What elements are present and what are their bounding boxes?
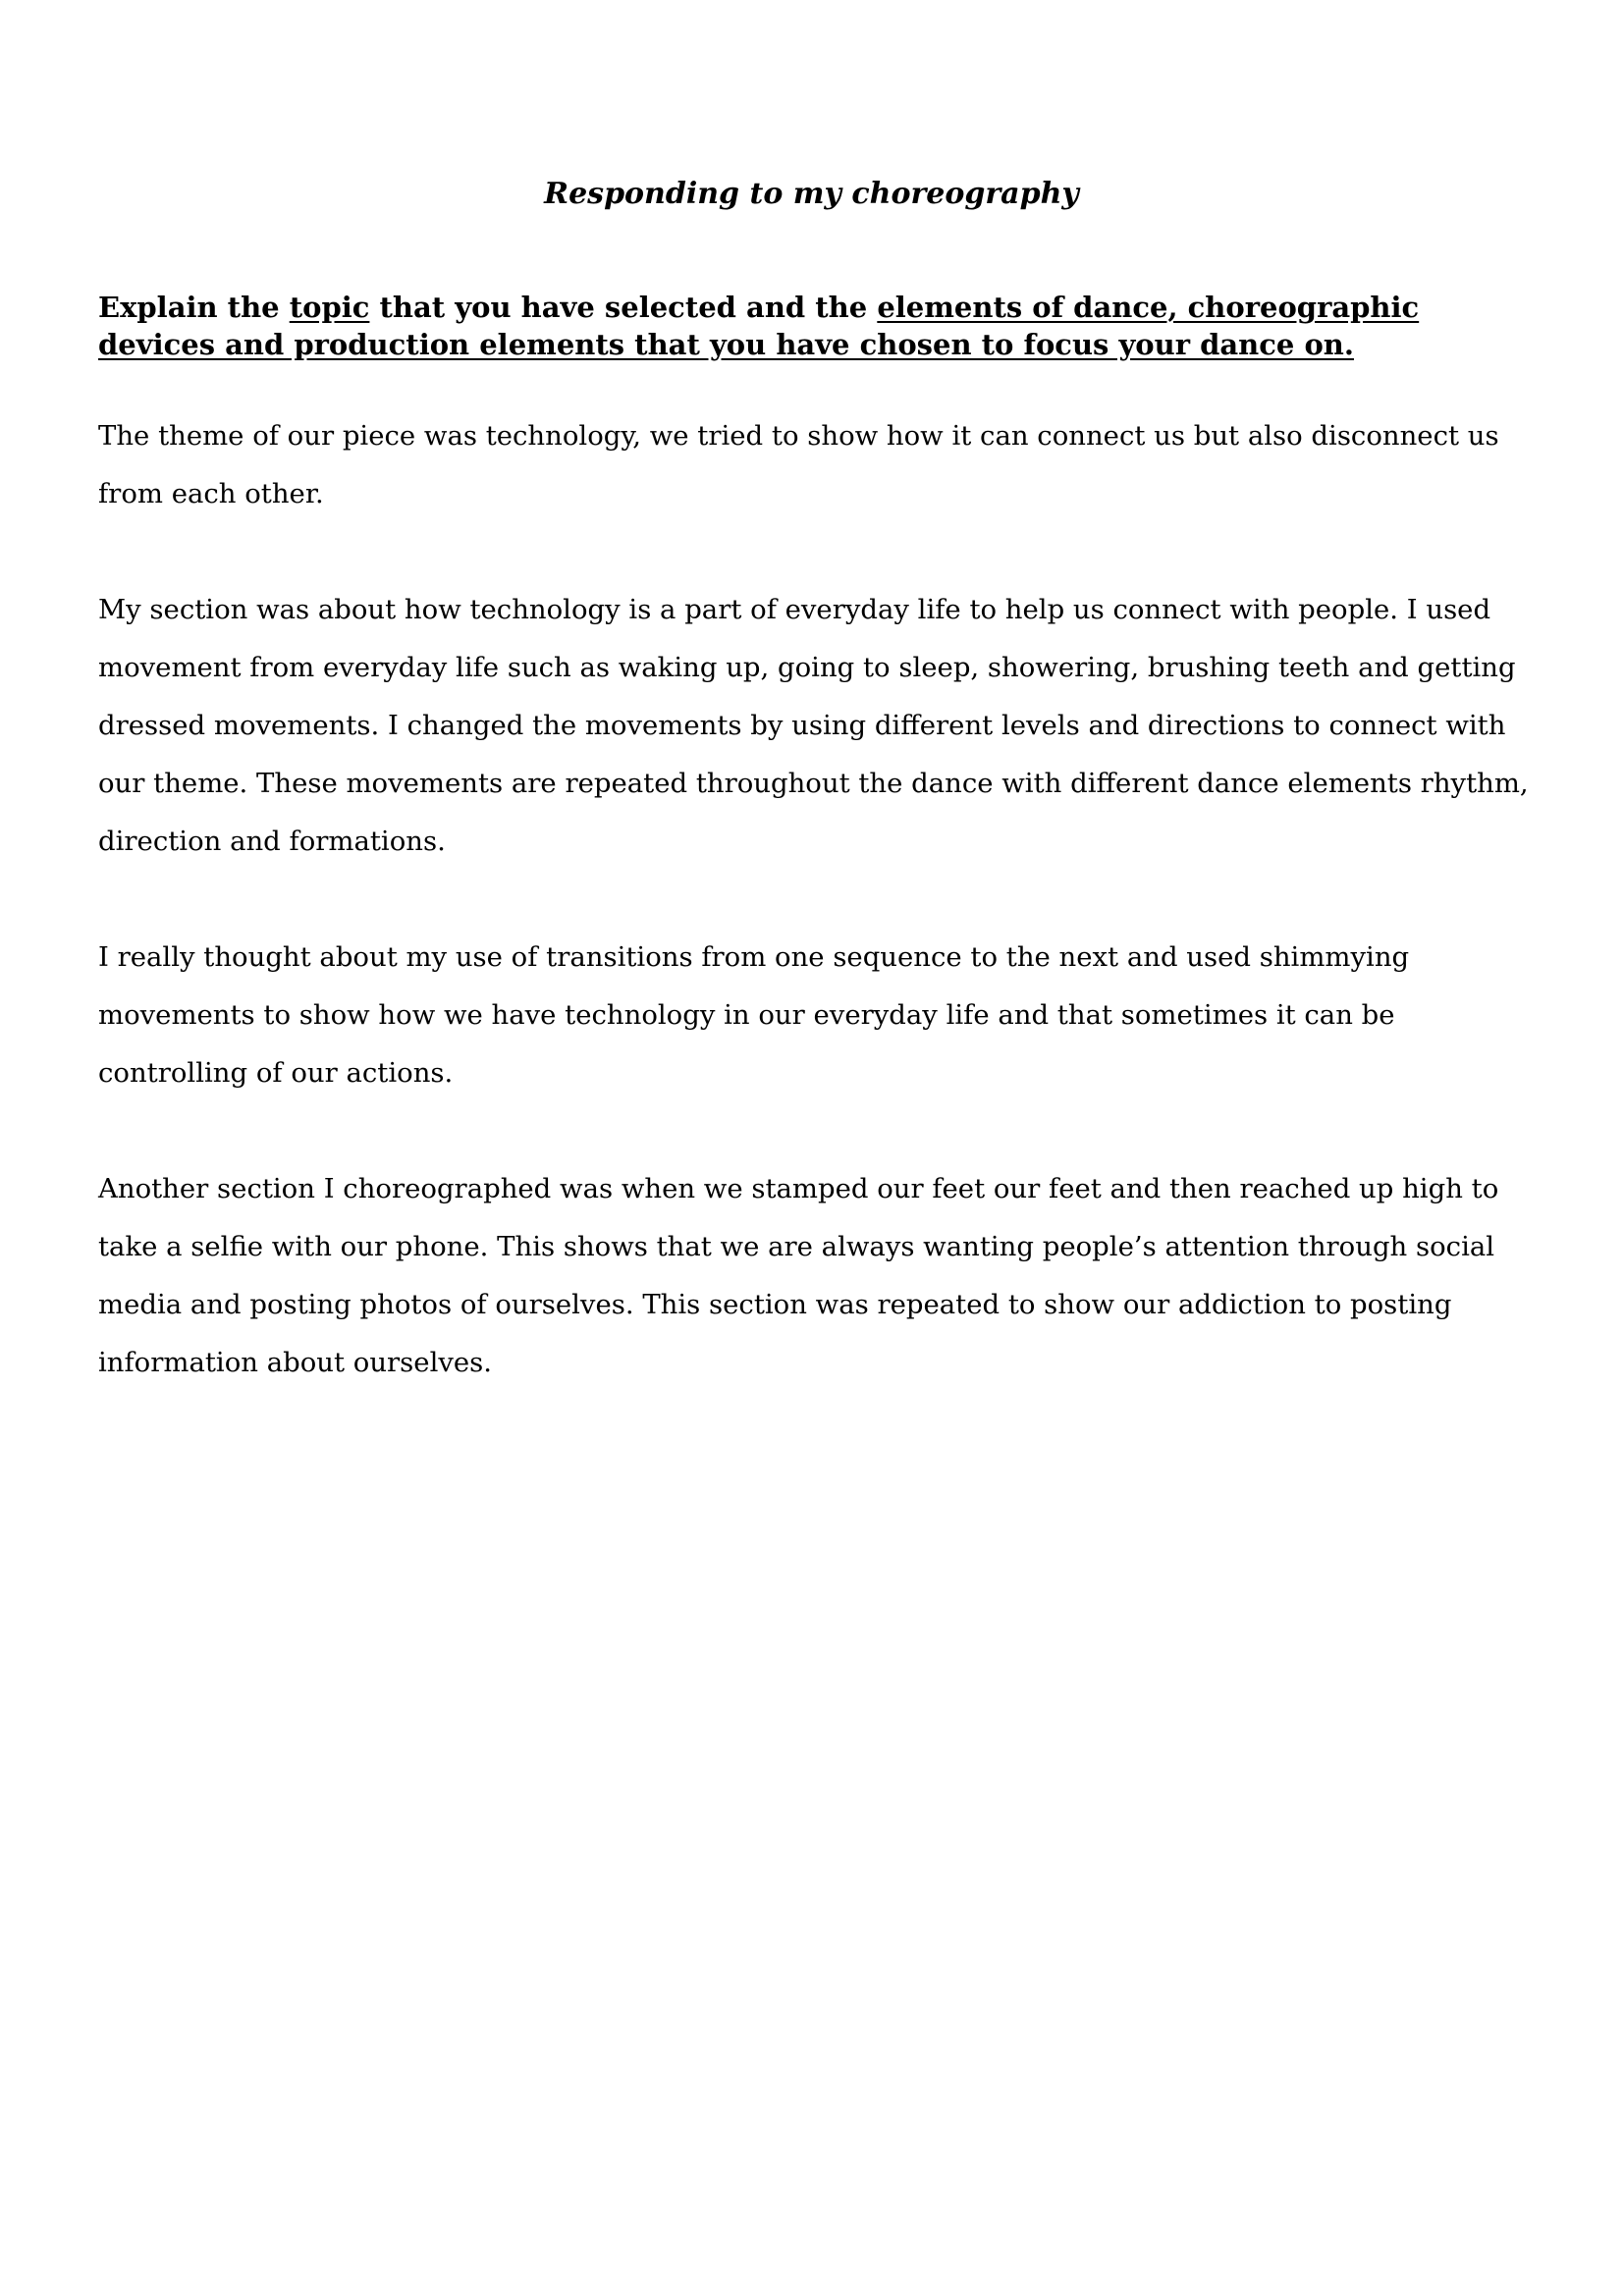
question-topic-underlined: topic bbox=[289, 291, 370, 324]
paragraph-theme: The theme of our piece was technology, we tried to show how it can connect us but also disconnect us from each other. bbox=[98, 420, 1499, 509]
document-title: Responding to my choreography bbox=[544, 177, 1079, 211]
question-text-part2: that you have selected and the bbox=[369, 291, 878, 324]
paragraph-spacer bbox=[98, 1102, 1542, 1160]
paragraph-transitions: I really thought about my use of transitions from one sequence to the next and used shimmying movements to show how we have technology in our everyday life and that sometimes it can be controlling of our actions. bbox=[98, 941, 1410, 1089]
question-prompt bbox=[98, 289, 1542, 363]
paragraph-spacer bbox=[98, 523, 1542, 581]
question-elements-underlined: elements of dance, choreographic devices and production elements that you have chosen to focus your dance on. bbox=[98, 291, 1420, 361]
paragraph-spacer bbox=[98, 871, 1542, 929]
paragraph-my-section: My section was about how technology is a part of everyday life to help us connect with people. I used movement from everyday life such as waking up, going to sleep, showering, brushing teeth and getting dressed movements. I changed the movements by using different levels and directions to connect with our theme. These movements are repeated throughout the dance with different dance elements rhythm, direction and formations. bbox=[98, 594, 1529, 857]
paragraph-another-section: Another section I choreographed was when we stamped our feet our feet and then reached up high to take a selfie with our phone. This shows that we are always wanting people’s attention through social media and posting photos of ourselves. This section was repeated to show our addiction to posting information about ourselves. bbox=[98, 1173, 1499, 1378]
answer-body bbox=[98, 407, 1542, 1392]
question-text-part1: Explain the bbox=[98, 291, 290, 324]
